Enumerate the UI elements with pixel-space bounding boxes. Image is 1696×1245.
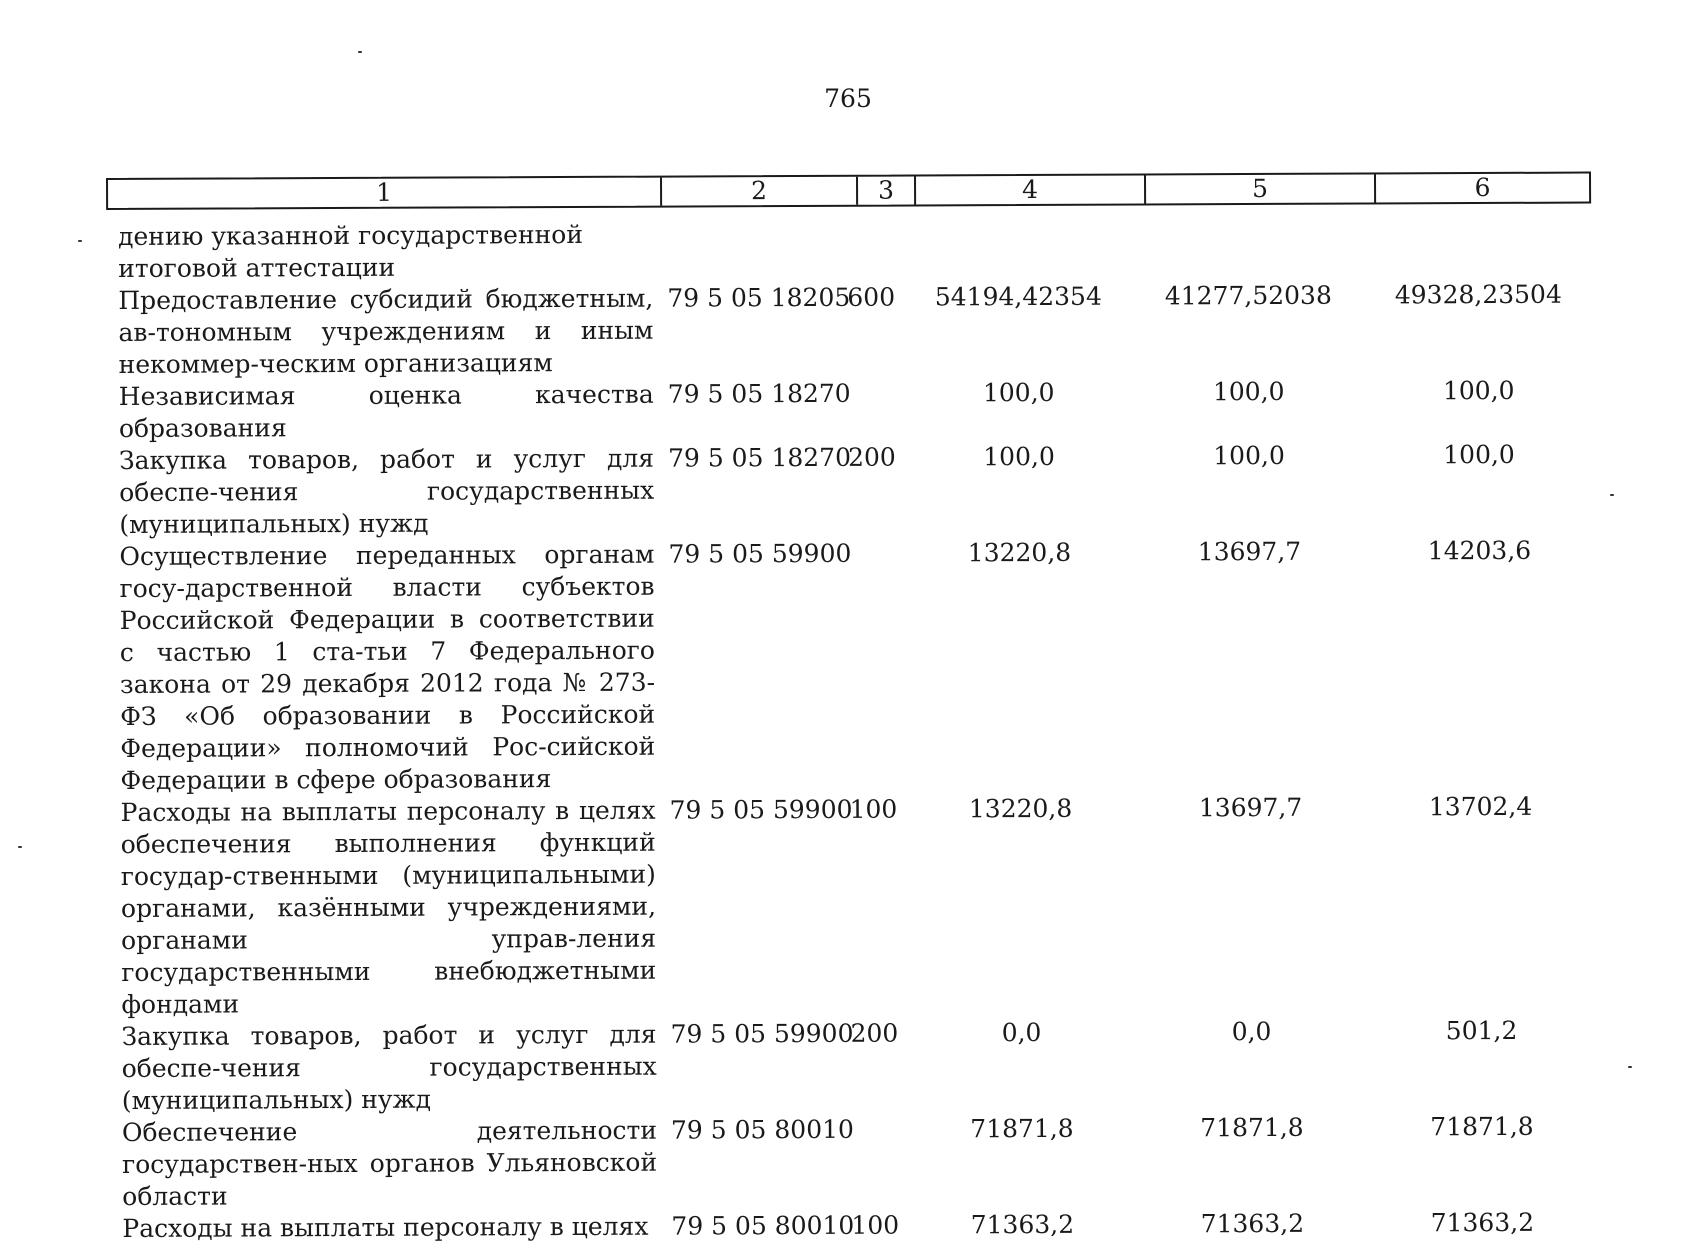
- row-code: 79 5 05 18205: [667, 282, 851, 313]
- table-row: [118, 215, 1598, 285]
- scan-speck: [78, 240, 82, 242]
- row-value-5: 100,0: [1212, 376, 1285, 407]
- row-value-5: 100,0: [1213, 440, 1285, 471]
- scan-speck: [18, 846, 22, 848]
- row-value-4: 13220,8: [968, 793, 1073, 824]
- table-body: [118, 215, 1602, 1245]
- row-description: Независимая оценка качества образования: [118, 379, 654, 443]
- row-value-6: 100,0: [1443, 439, 1515, 470]
- table-row: [119, 535, 1600, 797]
- row-code: [653, 218, 843, 283]
- row-type: 200: [847, 442, 896, 472]
- scan-speck: [358, 51, 362, 53]
- row-description: Обеспечение деятельности государствен-ных органов Ульяновской области: [121, 1115, 658, 1211]
- row-value-4: 13220,8: [967, 537, 1072, 568]
- table-row: [121, 791, 1602, 1021]
- row-value-5: 71871,8: [1200, 1112, 1304, 1143]
- row-value-4: 0,0: [1001, 1017, 1042, 1048]
- row-value-6: 49328,23504: [1394, 279, 1562, 310]
- row-type: 600: [847, 282, 896, 312]
- row-value-5: 13697,7: [1198, 792, 1303, 823]
- scan-speck: [1628, 1066, 1632, 1068]
- row-type: 200: [850, 1018, 899, 1048]
- row-value-4: 71871,8: [970, 1113, 1074, 1144]
- row-value-6: 71363,2: [1430, 1207, 1535, 1238]
- row-code: 79 5 05 59900: [668, 538, 852, 569]
- row-type: [847, 1114, 907, 1210]
- row-value-5: 41277,52038: [1164, 280, 1332, 311]
- row-value-6: [1363, 215, 1593, 280]
- header-col-5: 5: [1146, 174, 1376, 203]
- row-type: [844, 378, 904, 442]
- row-value-6: 100,0: [1442, 375, 1515, 406]
- row-description: Закупка товаров, работ и услуг для обеспе-чения государственных (муниципальных) нужд: [118, 443, 655, 539]
- row-code: 79 5 05 80010: [670, 1114, 854, 1145]
- header-col-2: 2: [662, 177, 858, 206]
- row-description: Расходы на выплаты персоналу в целях обеспечения выполнения функций государ-ственными (муниципальными) органами, казёнными учреждениями, органами управ-ления государственными внебюджетными фондами: [120, 795, 657, 1019]
- table-row: [119, 439, 1599, 541]
- row-type: [844, 538, 905, 794]
- row-code: 79 5 05 59900: [670, 1018, 854, 1049]
- row-value-6: 13702,4: [1428, 791, 1533, 822]
- row-description: Закупка товаров, работ и услуг для обеспе-чения государственных (муниципальных) нужд: [121, 1019, 657, 1115]
- table-row: [121, 1015, 1601, 1117]
- row-type: 100: [849, 794, 898, 824]
- row-description: Расходы на выплаты персоналу в целях: [122, 1211, 649, 1243]
- row-type: [843, 218, 903, 282]
- row-code: 79 5 05 18270: [667, 442, 852, 473]
- scan-speck: [1610, 494, 1614, 496]
- row-value-4: 100,0: [983, 441, 1055, 472]
- row-value-5: 0,0: [1231, 1016, 1272, 1047]
- header-col-4: 4: [916, 175, 1146, 204]
- table-row: [118, 279, 1598, 381]
- header-col-3: 3: [858, 176, 916, 204]
- row-value-4: [903, 217, 1133, 282]
- row-code: 79 5 05 59900: [669, 794, 853, 825]
- row-value-4: 100,0: [982, 377, 1055, 408]
- header-col-1: 1: [108, 178, 662, 208]
- row-value-6: 71871,8: [1430, 1111, 1534, 1142]
- page-number: 765: [824, 84, 872, 113]
- row-value-4: 54194,42354: [934, 281, 1102, 312]
- row-description: Осуществление переданных органам госу-дарственной власти субъектов Российской Федерации в соответствии с частью 1 ста-тьи 7 Федерального закона от 29 декабря 2012 года № 273-ФЗ «Об образовании в Российской Федерации» полномочий Рос-сийской Федерации в сфере образования: [119, 539, 656, 795]
- row-code: 79 5 05 80010: [671, 1210, 855, 1241]
- table-row: [122, 1207, 1602, 1245]
- table-header: [106, 172, 1591, 210]
- row-value-6: 14203,6: [1427, 535, 1532, 566]
- row-value-5: [1133, 216, 1363, 281]
- row-value-5: 13697,7: [1197, 536, 1302, 567]
- table-row: [119, 375, 1599, 445]
- row-description: Предоставление субсидий бюджетным, ав-тономным учреждениям и иным некоммер-ческим организациям: [118, 283, 654, 379]
- row-description: дению указанной государственной итоговой аттестации: [118, 219, 584, 283]
- table-row: [122, 1111, 1602, 1213]
- header-col-6: 6: [1474, 172, 1491, 203]
- row-value-5: 71363,2: [1200, 1208, 1305, 1239]
- row-type: 100: [851, 1210, 900, 1240]
- row-value-6: 501,2: [1445, 1015, 1518, 1046]
- row-value-4: 71363,2: [970, 1209, 1075, 1240]
- row-code: 79 5 05 18270: [667, 378, 851, 409]
